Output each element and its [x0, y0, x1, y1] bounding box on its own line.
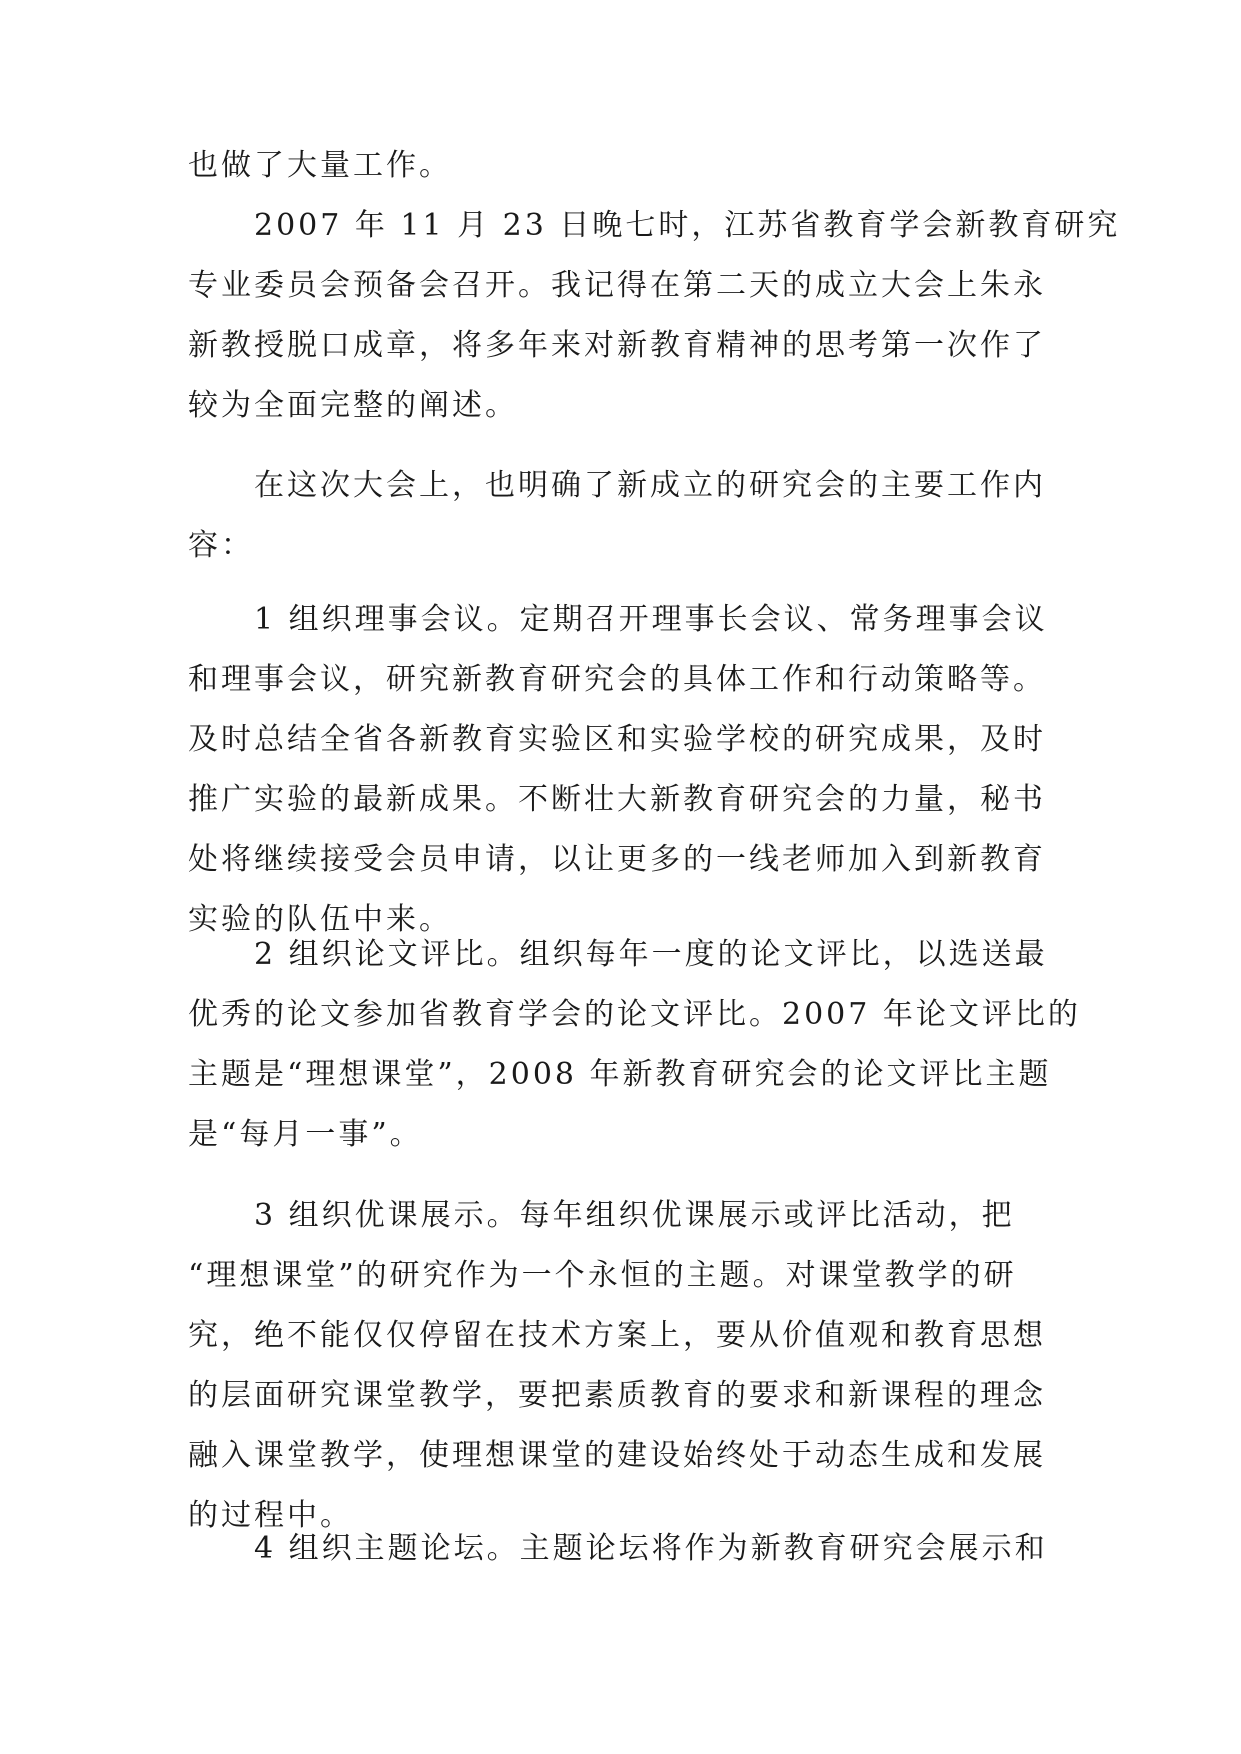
text-line: 推广实验的最新成果。不断壮大新教育研究会的力量，秘书: [188, 782, 1046, 817]
paragraph-meeting-date: [188, 196, 1120, 436]
text-line: “理想课堂”的研究作为一个永恒的主题。对课堂教学的研: [188, 1258, 1017, 1293]
text-line: 是“每月一事”。: [188, 1117, 423, 1152]
text-line: 2007 年 11 月 23 日晚七时，江苏省教育学会新教育研究: [254, 208, 1121, 243]
paragraph-item-1: [188, 590, 1048, 950]
text-line: 融入课堂教学，使理想课堂的建设始终处于动态生成和发展: [188, 1438, 1046, 1473]
paragraph-work-content-intro: [188, 456, 1046, 576]
paragraph-continuation: [188, 136, 452, 196]
text-line: 专业委员会预备会召开。我记得在第二天的成立大会上朱永: [188, 268, 1046, 303]
text-line: 主题是“理想课堂”，2008 年新教育研究会的论文评比主题: [188, 1057, 1052, 1092]
text-line: 较为全面完整的阐述。: [188, 388, 518, 423]
paragraph-item-2: [188, 925, 1081, 1165]
text-line: 容：: [188, 528, 254, 563]
text-line: 在这次大会上，也明确了新成立的研究会的主要工作内: [254, 468, 1046, 503]
text-line: 3 组织优课展示。每年组织优课展示或评比活动，把: [254, 1198, 1015, 1233]
text-line: 实验的队伍中来。: [188, 902, 452, 937]
text-line: 和理事会议，研究新教育研究会的具体工作和行动策略等。: [188, 662, 1046, 697]
text-line: 1 组织理事会议。定期召开理事长会议、常务理事会议: [254, 602, 1048, 637]
text-line: 新教授脱口成章，将多年来对新教育精神的思考第一次作了: [188, 328, 1046, 363]
text-line: 究，绝不能仅仅停留在技术方案上，要从价值观和教育思想: [188, 1318, 1046, 1353]
text-line: 2 组织论文评比。组织每年一度的论文评比，以选送最: [254, 937, 1048, 972]
paragraph-item-4: [188, 1519, 1048, 1579]
text-line: 及时总结全省各新教育实验区和实验学校的研究成果，及时: [188, 722, 1046, 757]
text-line: 4 组织主题论坛。主题论坛将作为新教育研究会展示和: [254, 1531, 1048, 1566]
text-line: 的层面研究课堂教学，要把素质教育的要求和新课程的理念: [188, 1378, 1046, 1413]
paragraph-item-3: [188, 1186, 1046, 1546]
text-line: 处将继续接受会员申请，以让更多的一线老师加入到新教育: [188, 842, 1046, 877]
text-line: 的过程中。: [188, 1498, 353, 1533]
text-line: 也做了大量工作。: [188, 148, 452, 183]
text-line: 优秀的论文参加省教育学会的论文评比。2007 年论文评比的: [188, 997, 1081, 1032]
